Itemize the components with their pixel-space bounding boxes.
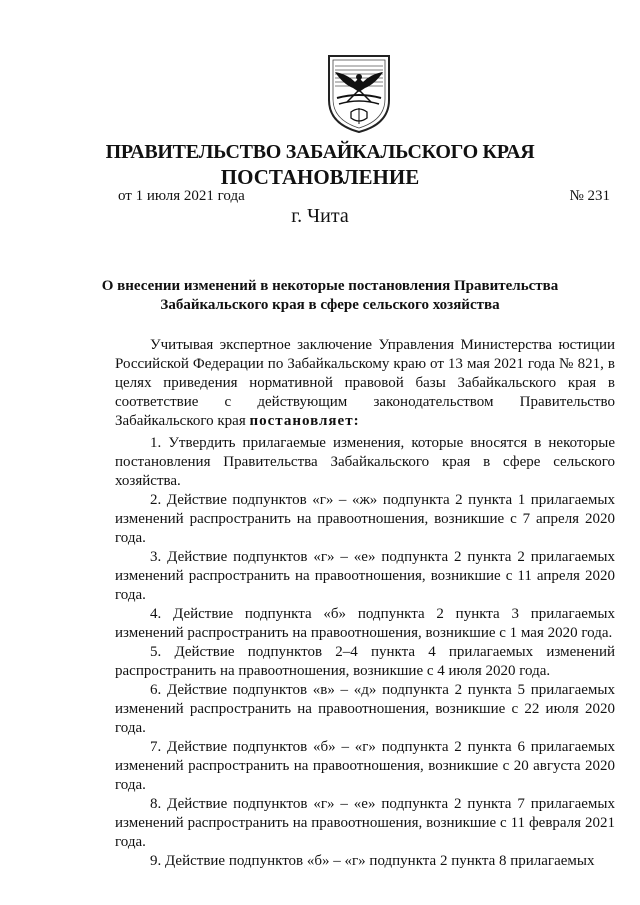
decree-item-7: 7. Действие подпунктов «б» – «г» подпункта 2 пункта 6 прилагаемых изменений распространить на правоотношения, возникшие с 20 августа 2020 года. — [115, 739, 615, 793]
decree-item-4: 4. Действие подпункта «б» подпункта 2 пункта 3 прилагаемых изменений распространить на правоотношения, возникшие с 1 мая 2020 года. — [115, 606, 615, 641]
decree-item-9: 9. Действие подпунктов «б» – «г» подпункта 2 пункта 8 прилагаемых — [150, 853, 595, 869]
decree-item-3: 3. Действие подпунктов «г» – «е» подпункта 2 пункта 2 прилагаемых изменений распространить на правоотношения, возникшие с 11 апреля 2020 года. — [115, 549, 615, 603]
preamble-text: Учитывая экспертное заключение Управления Министерства юстиции Российской Федерации по Забайкальскому краю от 13 мая 2021 года № 821, в целях приведения нормативной правовой базы Забайкальского края в соответствие с действующим законодательством Правительство Забайкальского края — [115, 337, 615, 429]
decree-item-5: 5. Действие подпунктов 2–4 пункта 4 прилагаемых изменений распространить на правоотношения, возникшие с 4 июля 2020 года. — [115, 644, 615, 679]
decree-item-2: 2. Действие подпунктов «г» – «ж» подпункта 2 пункта 1 прилагаемых изменений распространить на правоотношения, возникшие с 7 апреля 2020 года. — [115, 492, 615, 546]
document-number: № 231 — [569, 188, 610, 204]
document-subject: О внесении изменений в некоторые постановления Правительства Забайкальского края в сфере сельского хозяйства — [101, 278, 559, 313]
decree-item-8: 8. Действие подпунктов «г» – «е» подпункта 2 пункта 7 прилагаемых изменений распространить на правоотношения, возникшие с 11 февраля 2021 года. — [115, 796, 615, 850]
coat-of-arms-icon — [325, 52, 393, 134]
document-city: г. Чита — [291, 205, 349, 227]
document-date: от 1 июля 2021 года — [118, 188, 245, 204]
decree-item-1: 1. Утвердить прилагаемые изменения, которые вносятся в некоторые постановления Правительства Забайкальского края в сфере сельского хозяйства. — [115, 435, 615, 489]
decree-item-6: 6. Действие подпунктов «в» – «д» подпункта 2 пункта 5 прилагаемых изменений распространить на правоотношения, возникшие с 22 июля 2020 года. — [115, 682, 615, 736]
government-title: ПРАВИТЕЛЬСТВО ЗАБАЙКАЛЬСКОГО КРАЯ — [105, 141, 535, 163]
decree-items — [115, 434, 615, 871]
decree-word: постановляет: — [249, 413, 360, 429]
preamble-paragraph — [115, 336, 615, 431]
document-type: ПОСТАНОВЛЕНИЕ — [220, 165, 420, 189]
